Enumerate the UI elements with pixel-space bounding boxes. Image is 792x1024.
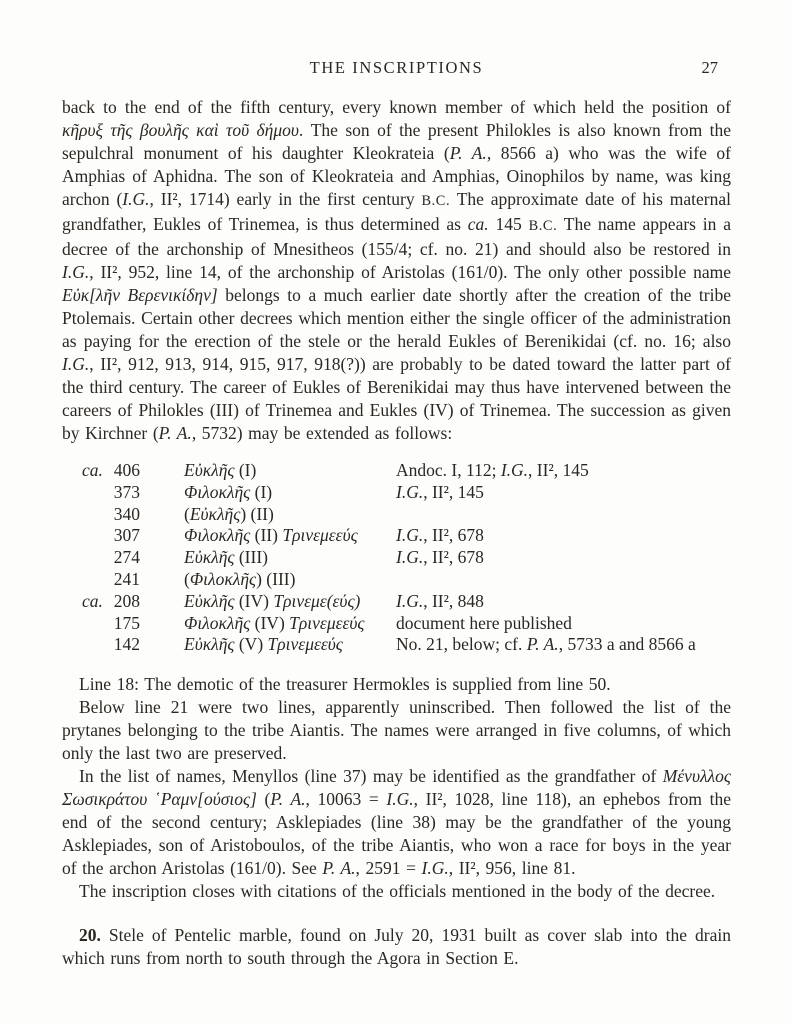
note-paragraph-closing bbox=[62, 880, 731, 903]
text-segment: I.G. bbox=[396, 547, 424, 568]
page-header bbox=[62, 57, 731, 78]
text-segment: Εὐκλῆς bbox=[184, 590, 235, 611]
reference-cell bbox=[396, 613, 731, 635]
table-row bbox=[82, 460, 731, 482]
name-cell bbox=[184, 460, 396, 482]
table-row bbox=[82, 547, 731, 569]
date-cell: 340 bbox=[113, 503, 140, 524]
note-paragraph-list-of-names bbox=[62, 765, 731, 880]
reference-cell bbox=[396, 460, 731, 482]
running-head-title: THE INSCRIPTIONS bbox=[309, 58, 484, 77]
text-segment: Μένυλλος Σωσικράτου ῾Ραμν[ούσιος] bbox=[62, 766, 731, 810]
text-segment: B.C. bbox=[421, 193, 451, 209]
text-segment: , II², 678 bbox=[423, 547, 484, 568]
text-segment: ( bbox=[256, 789, 271, 810]
table-row bbox=[82, 634, 731, 656]
reference-cell bbox=[396, 482, 731, 504]
reference-cell bbox=[396, 569, 731, 591]
text-segment: P. A. bbox=[526, 634, 559, 655]
commentary-notes bbox=[62, 673, 731, 903]
text-segment: document here published bbox=[396, 612, 572, 633]
text-segment: In the list of names, Menyllos (line 37) may be identified as the grandfather of bbox=[79, 766, 663, 787]
name-cell bbox=[184, 482, 396, 504]
text-segment: Φιλοκλῆς bbox=[184, 612, 251, 633]
text-segment: , II², 145 bbox=[423, 481, 484, 502]
text-segment: I.G. bbox=[396, 590, 424, 611]
table-row bbox=[82, 569, 731, 591]
text-segment: Τρινεμεεύς bbox=[267, 634, 343, 655]
text-segment: (I) bbox=[250, 481, 273, 502]
reference-cell bbox=[396, 634, 731, 656]
text-segment: , II², 678 bbox=[423, 525, 484, 546]
text-segment: 145 bbox=[488, 214, 529, 234]
text-segment: ( bbox=[184, 503, 190, 524]
name-cell bbox=[184, 525, 396, 547]
text-segment: Τρινεμεεύς bbox=[282, 525, 358, 546]
text-segment: I.G. bbox=[396, 525, 424, 546]
text-segment: , II², 912, 913, 914, 915, 917, 918(?)) are probably to be dated toward the latter part of the third century. The career of Eukles of Berenikidai may thus have intervened between the careers of Philokles (III) of Trinemea and Eukles (IV) of Trinemea. The succession as given by Kirchner ( bbox=[62, 354, 731, 443]
name-cell bbox=[184, 504, 396, 526]
text-segment: (II) bbox=[250, 525, 283, 546]
text-segment: Εὐκλῆς bbox=[184, 547, 235, 568]
text-segment: I.G. bbox=[62, 354, 90, 374]
text-segment: P. A. bbox=[270, 789, 306, 810]
reference-cell bbox=[396, 525, 731, 547]
note-paragraph-line-18 bbox=[62, 673, 731, 696]
table-row bbox=[82, 504, 731, 526]
date-cell: 406 bbox=[113, 460, 140, 480]
text-segment: No. 21, below; cf. bbox=[396, 634, 527, 655]
genealogy-succession-table bbox=[82, 460, 731, 656]
text-segment: (III) bbox=[234, 547, 268, 568]
text-segment: , II², 952, line 14, of the archonship of Aristolas (161/0). The only other possible name bbox=[89, 262, 731, 282]
text-segment: Εὐκ[λῆν Βερενικίδην] bbox=[62, 285, 218, 305]
name-cell bbox=[184, 613, 396, 635]
text-segment: I.G. bbox=[500, 460, 529, 480]
text-segment: The name appears in a decree of the archonship of Mnesitheos (155/4; cf. no. 21) and should also be restored in bbox=[62, 214, 732, 259]
text-segment: Τρινεμεεύς bbox=[289, 612, 365, 633]
text-segment: , II², 145 bbox=[528, 460, 589, 480]
date-cell: 373 bbox=[113, 481, 140, 502]
text-segment: Εὐκλῆς bbox=[189, 503, 241, 524]
text-segment: Stele of Pentelic marble, found on July 20, 1931 built as cover slab into the drain which runs from north to south through the Agora in Section E. bbox=[62, 925, 731, 969]
text-segment: 20. bbox=[79, 925, 101, 946]
text-segment: Φιλοκλῆς bbox=[184, 481, 251, 502]
name-cell bbox=[184, 634, 396, 656]
circa-cell bbox=[82, 525, 113, 547]
text-segment: back to the end of the fifth century, every known member of which held the position of bbox=[62, 97, 731, 117]
text-segment: P. A. bbox=[158, 423, 192, 443]
table-row bbox=[82, 482, 731, 504]
circa-cell: ca. bbox=[82, 590, 103, 611]
text-segment: ca. bbox=[467, 214, 489, 234]
text-segment: Andoc. I, 112; bbox=[396, 460, 501, 480]
name-cell bbox=[184, 591, 396, 613]
text-segment: B.C. bbox=[528, 218, 558, 234]
text-segment: The approximate date of his maternal grandfather, Eukles of Trinemea, is thus determined as bbox=[62, 189, 732, 234]
text-segment: I.G. bbox=[396, 481, 424, 502]
text-segment: , 8566 a) who was the wife of Amphias of Aphidna. The son of Kleokrateia and Amphias, Oinophilos by name, was king archon ( bbox=[62, 143, 731, 209]
date-cell: 274 bbox=[113, 547, 140, 568]
text-segment: P. A. bbox=[449, 143, 487, 163]
circa-cell bbox=[82, 504, 113, 526]
name-cell bbox=[184, 547, 396, 569]
text-segment: (IV) bbox=[250, 612, 290, 633]
text-segment: , II², 848 bbox=[423, 590, 484, 611]
text-segment: Φιλοκλῆς bbox=[189, 568, 257, 589]
name-cell bbox=[184, 569, 396, 591]
page-number: 27 bbox=[701, 58, 718, 77]
text-segment: P. A. bbox=[322, 858, 356, 879]
reference-cell bbox=[396, 504, 731, 526]
text-segment: ) (III) bbox=[256, 568, 296, 589]
table-row bbox=[82, 525, 731, 547]
date-cell: 307 bbox=[113, 525, 140, 546]
text-segment: Line 18: The demotic of the treasurer Hermokles is supplied from line 50. bbox=[79, 674, 611, 695]
text-segment: Τρινεμε(εύς) bbox=[273, 590, 361, 611]
circa-cell bbox=[82, 482, 113, 504]
text-segment: belongs to a much earlier date shortly after the creation of the tribe Ptolemais. Certain other decrees which mention either the single officer of the administration as paying for the erection of the stele or the herald Eukles of Berenikidai (cf. no. 16; also bbox=[62, 285, 731, 351]
circa-cell: ca. bbox=[82, 460, 103, 480]
table-row bbox=[82, 613, 731, 635]
circa-cell bbox=[82, 613, 113, 635]
reference-cell bbox=[396, 547, 731, 569]
date-cell: 241 bbox=[113, 568, 140, 589]
text-segment: ) (II) bbox=[240, 503, 274, 524]
section-20-paragraph bbox=[62, 924, 731, 970]
text-segment: , 10063 = bbox=[305, 789, 387, 810]
text-segment: , 5733 a and 8566 a bbox=[558, 634, 696, 655]
text-segment: The inscription closes with citations of the officials mentioned in the body of the decree. bbox=[79, 881, 716, 902]
text-segment: Εὐκλῆς bbox=[184, 634, 235, 655]
note-paragraph-below-line-21 bbox=[62, 696, 731, 765]
text-segment: I.G. bbox=[386, 789, 414, 810]
text-segment: , 5732) may be extended as follows: bbox=[191, 423, 453, 443]
reference-cell bbox=[396, 591, 731, 613]
text-segment: , II², 1028, line 118), an ephebos from the end of the second century; Asklepiades (line 38) may be the grandfather of the young Asklepiades, son of Aristoboulos, of the tribe Aiantis, who won a race for boys in the year of the archon Aristolas (161/0). See bbox=[62, 789, 731, 879]
circa-cell bbox=[82, 547, 113, 569]
text-segment: (V) bbox=[234, 634, 268, 655]
text-segment: I.G. bbox=[421, 858, 449, 879]
text-segment: , II², 956, line 81. bbox=[448, 858, 576, 879]
date-cell: 208 bbox=[113, 590, 140, 611]
text-segment: , II², 1714) early in the first century bbox=[149, 189, 422, 209]
date-cell: 175 bbox=[113, 612, 140, 633]
circa-cell bbox=[82, 634, 113, 656]
text-segment: I.G. bbox=[122, 189, 150, 209]
table-row bbox=[82, 591, 731, 613]
text-segment: , 2591 = bbox=[355, 858, 422, 879]
text-segment: I.G. bbox=[62, 262, 90, 282]
text-segment: Φιλοκλῆς bbox=[184, 525, 251, 546]
text-segment: ( bbox=[184, 568, 190, 589]
text-segment: Below line 21 were two lines, apparently uninscribed. Then followed the list of the prytanes belonging to the tribe Aiantis. The names were arranged in five columns, of which only the last two are preserved. bbox=[62, 697, 731, 764]
text-segment: (I) bbox=[234, 460, 257, 480]
circa-cell bbox=[82, 569, 113, 591]
text-segment: κῆρυξ τῆς βουλῆς καὶ τοῦ δήμου bbox=[62, 120, 299, 140]
text-segment: (IV) bbox=[234, 590, 274, 611]
body-paragraph-continuation bbox=[62, 96, 731, 445]
text-segment: . The son of the present Philokles is also known from the sepulchral monument of his daughter Kleokrateia ( bbox=[62, 120, 731, 163]
date-cell: 142 bbox=[113, 634, 140, 655]
text-segment: Εὐκλῆς bbox=[184, 460, 235, 480]
